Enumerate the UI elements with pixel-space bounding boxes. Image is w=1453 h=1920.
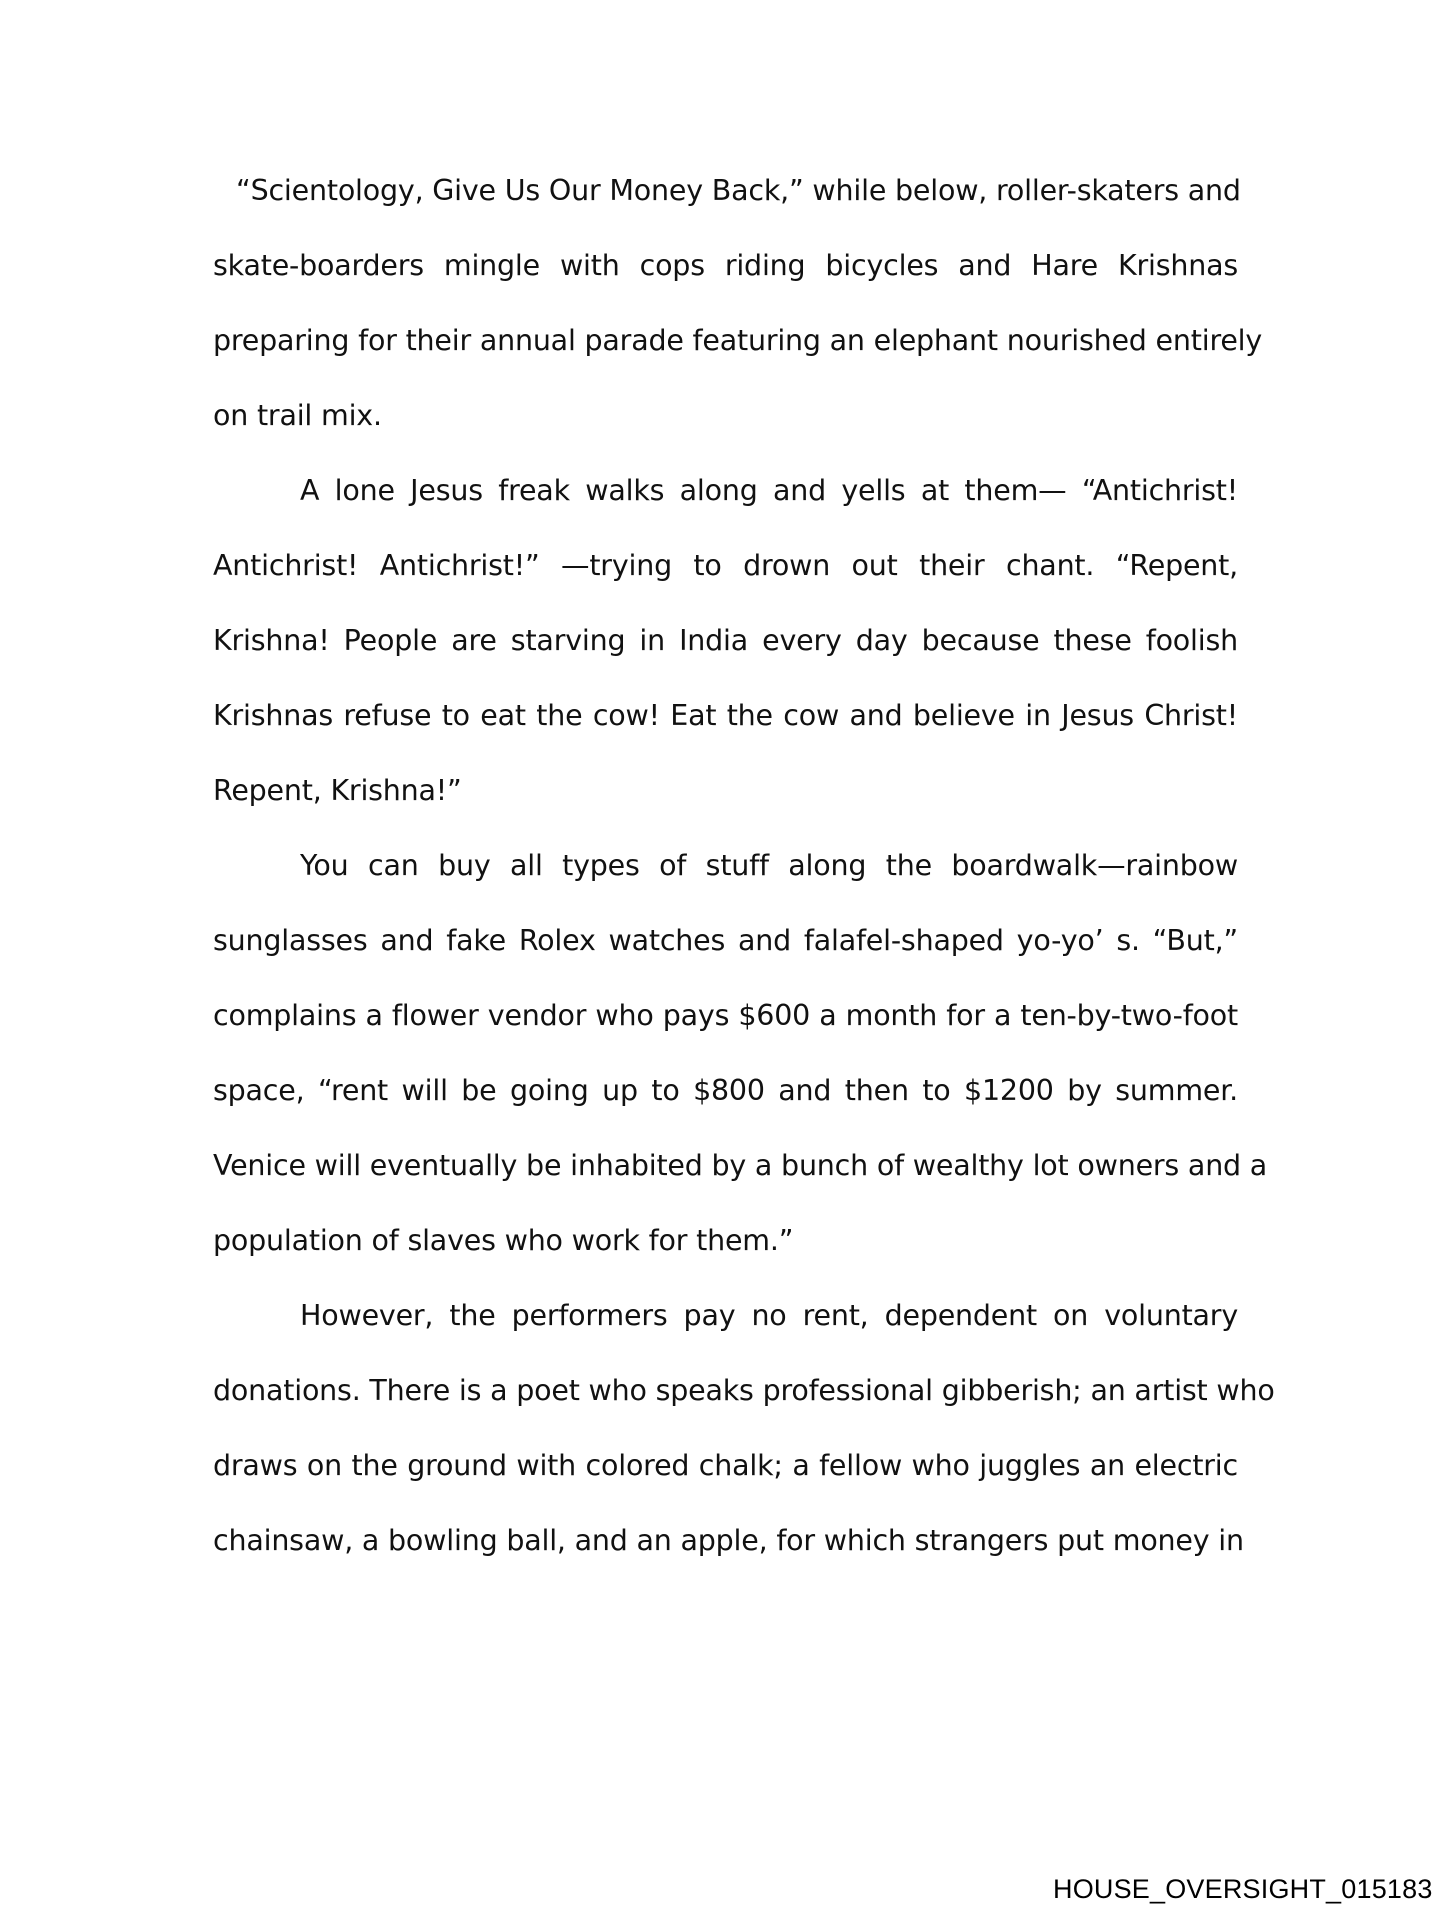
text-line: on trail mix. [213, 399, 382, 432]
text-line: You can buy all types of stuff along the boardwalk—rainbow [300, 849, 1238, 882]
text-line: Repent, Krishna!” [213, 774, 462, 807]
text-line: Krishnas refuse to eat the cow! Eat the cow and believe in Jesus Christ! [213, 699, 1238, 732]
text-line: A lone Jesus freak walks along and yells at them— “Antichrist! [300, 474, 1238, 507]
text-line: donations. There is a poet who speaks professional gibberish; an artist who [213, 1374, 1275, 1407]
text-line: Venice will eventually be inhabited by a bunch of wealthy lot owners and a [213, 1149, 1268, 1182]
text-line: space, “rent will be going up to $800 and then to $1200 by summer. [213, 1074, 1238, 1107]
bates-number: HOUSE_OVERSIGHT_015183 [1053, 1874, 1433, 1904]
text-line: chainsaw, a bowling ball, and an apple, for which strangers put money in [213, 1524, 1244, 1557]
text-line: However, the performers pay no rent, dependent on voluntary [300, 1299, 1238, 1332]
text-line: skate-boarders mingle with cops riding bicycles and Hare Krishnas [213, 249, 1238, 282]
text-line: preparing for their annual parade featuring an elephant nourished entirely [213, 324, 1263, 357]
text-line: population of slaves who work for them.” [213, 1224, 794, 1257]
text-line: Krishna! People are starving in India every day because these foolish [213, 624, 1238, 657]
text-line: “Scientology, Give Us Our Money Back,” while below, roller-skaters and [236, 174, 1241, 207]
text-line: Antichrist! Antichrist!” —trying to drown out their chant. “Repent, [213, 549, 1238, 582]
text-line: draws on the ground with colored chalk; a fellow who juggles an electric [213, 1449, 1238, 1482]
text-line: complains a flower vendor who pays $600 a month for a ten-by-two-foot [213, 999, 1238, 1032]
text-line: sunglasses and fake Rolex watches and falafel-shaped yo-yo’ s. “But,” [213, 924, 1238, 957]
